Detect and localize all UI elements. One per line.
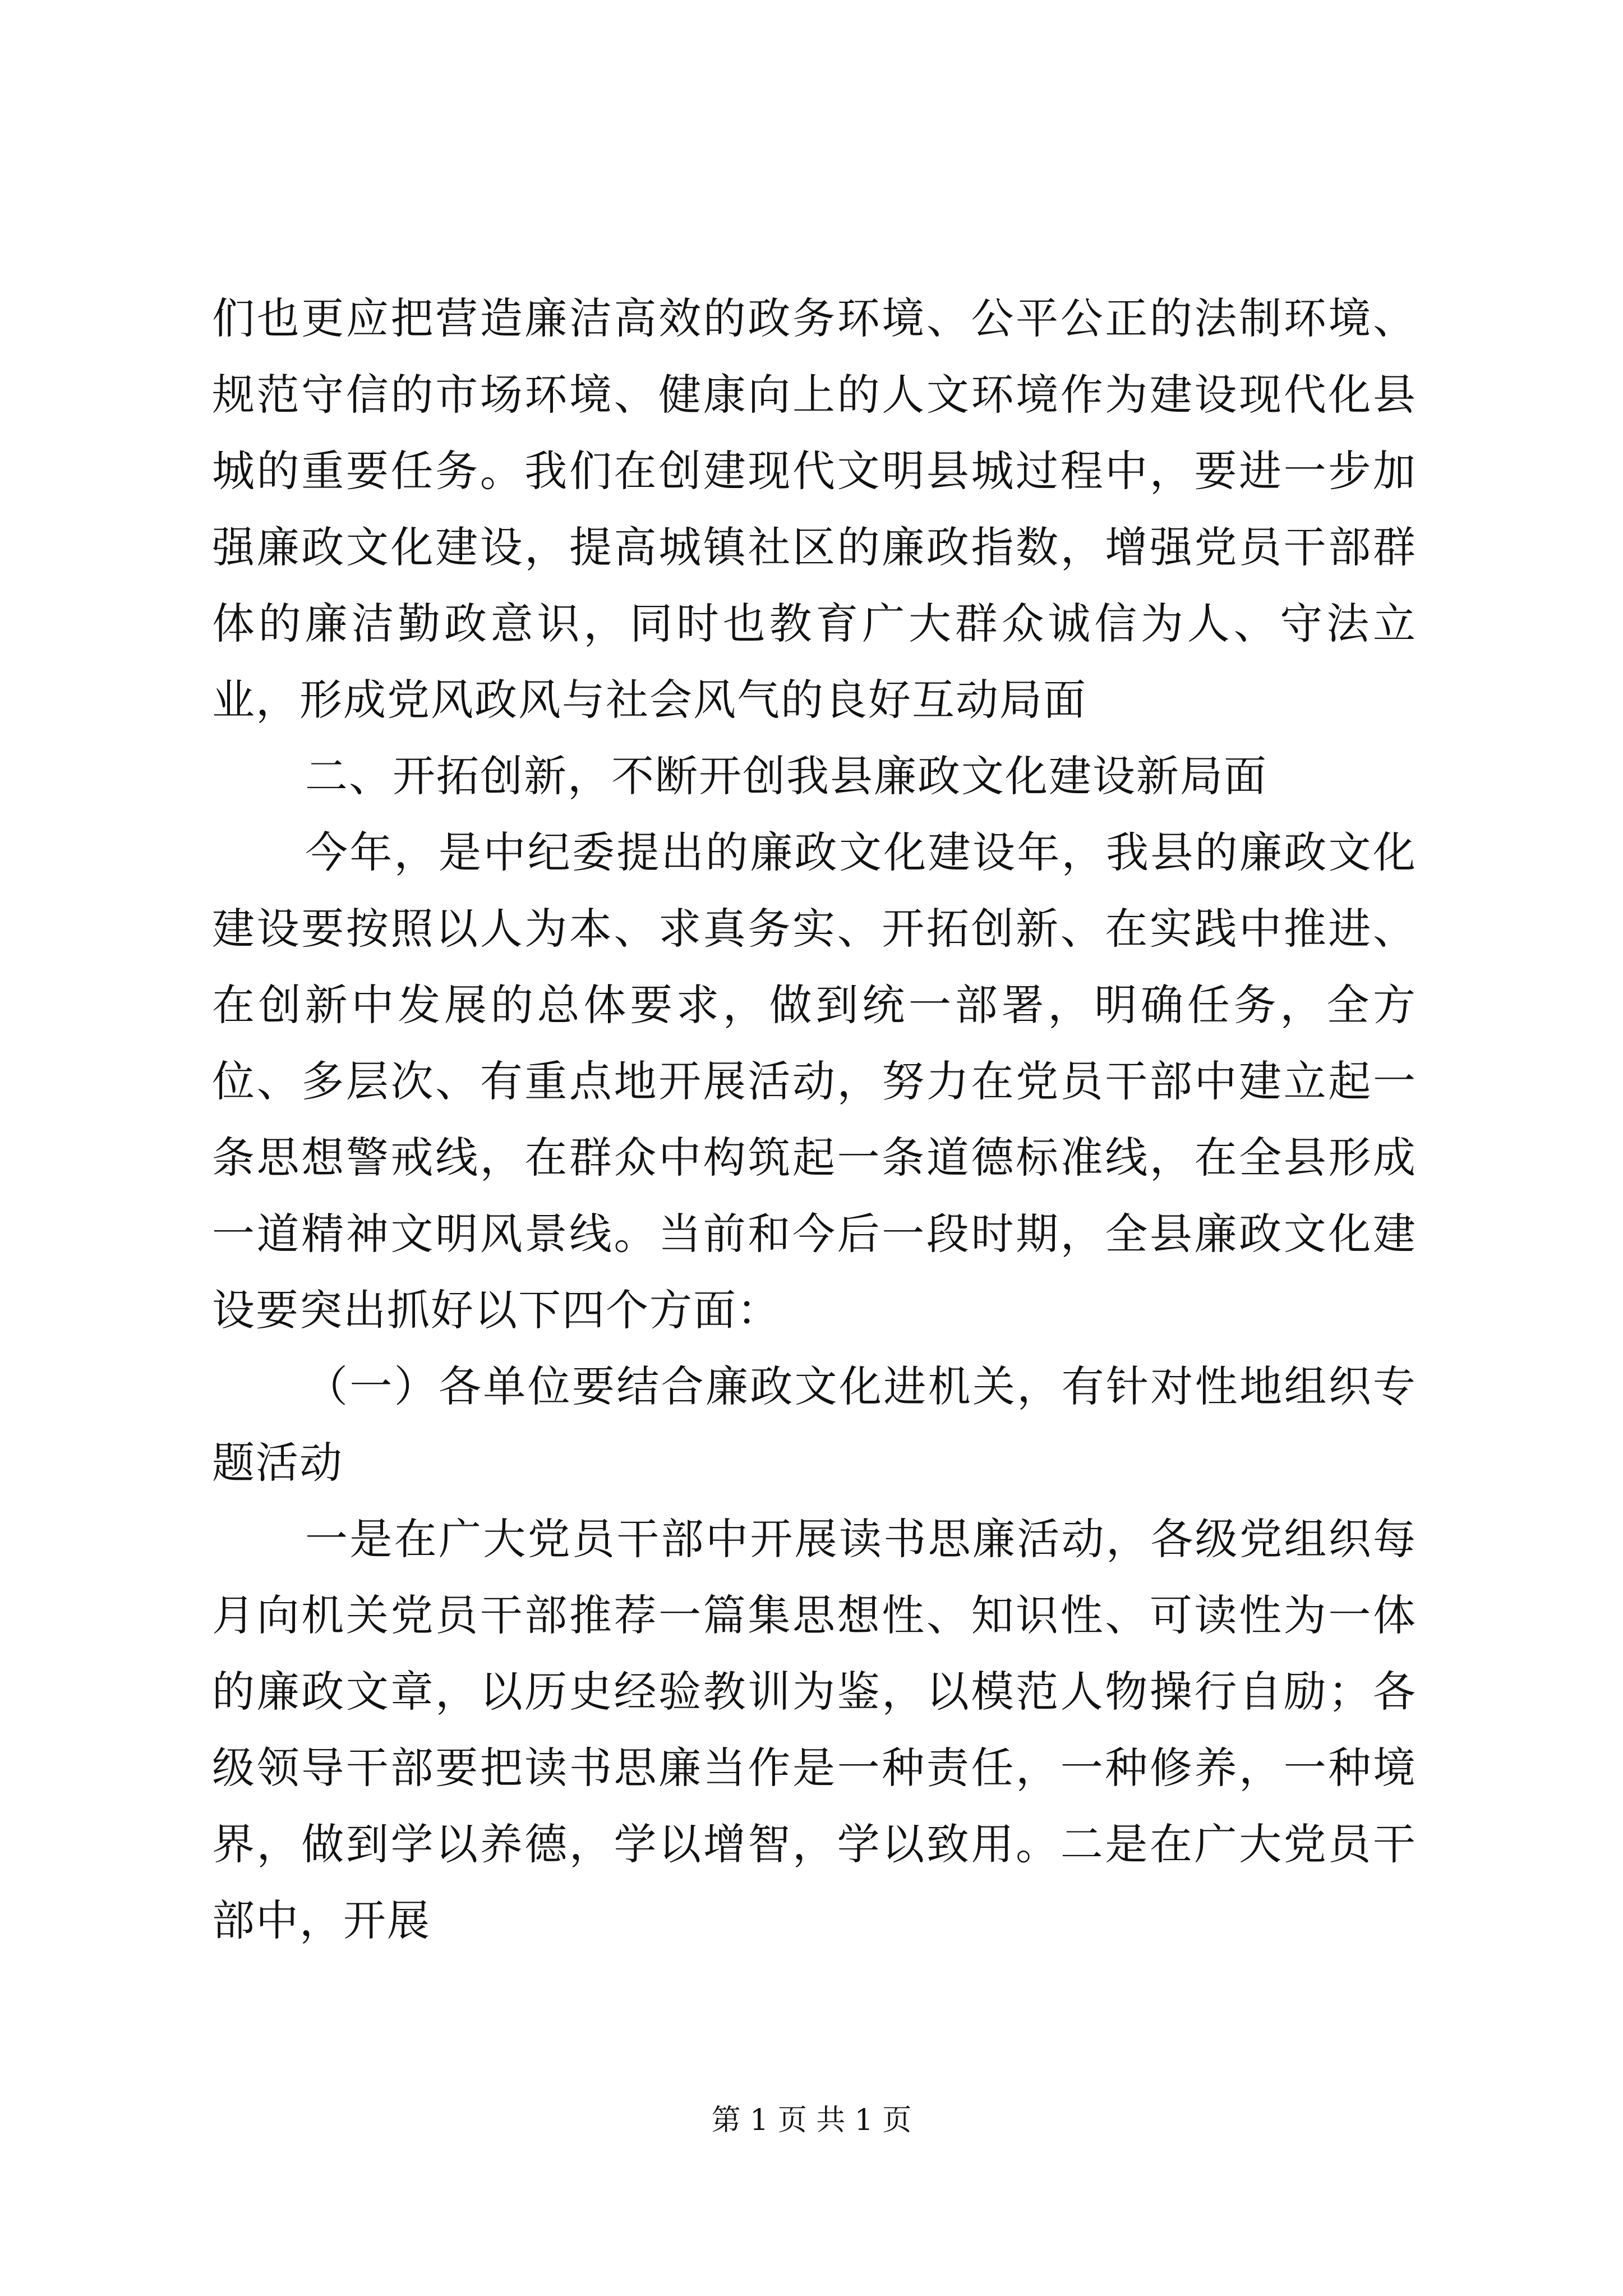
document-body — [212, 280, 1417, 1959]
paragraph-reading-activity: 一是在广大党员干部中开展读书思廉活动，各级党组织每月向机关党员干部推荐一篇集思想性、知识性、可读性为一体的廉政文章，以历史经验教训为鉴，以模范人物操行自励；各级领导干部要把读书思廉当作是一种责任，一种修养，一种境界，做到学以养德，学以增智，学以致用。二是在广大党员干部中，开展 — [212, 1514, 1417, 1945]
paragraph-annual-plan: 今年，是中纪委提出的廉政文化建设年，我县的廉政文化建设要按照以人为本、求真务实、开拓创新、在实践中推进、在创新中发展的总体要求，做到统一部署，明确任务，全方位、多层次、有重点地开展活动，努力在党员干部中建立起一条思想警戒线，在群众中构筑起一条道德标准线，在全县形成一道精神文明风景线。当前和今后一段时期，全县廉政文化建设要突出抓好以下四个方面： — [212, 827, 1417, 1335]
section-heading-2: 二、开拓创新，不断开创我县廉政文化建设新局面 — [305, 751, 1267, 801]
page-footer: 第 1 页 共 1 页 — [711, 2104, 912, 2137]
paragraph-continuation: 们也更应把营造廉洁高效的政务环境、公平公正的法制环境、规范守信的市场环境、健康向上的人文环境作为建设现代化县城的重要任务。我们在创建现代文明县城过程中，要进一步加强廉政文化建设，提高城镇社区的廉政指数，增强党员干部群体的廉洁勤政意识，同时也教育广大群众诚信为人、守法立业，形成党风政风与社会风气的良好互动局面 — [212, 293, 1417, 725]
subsection-heading-1: （一）各单位要结合廉政文化进机关，有针对性地组织专题活动 — [212, 1361, 1417, 1488]
